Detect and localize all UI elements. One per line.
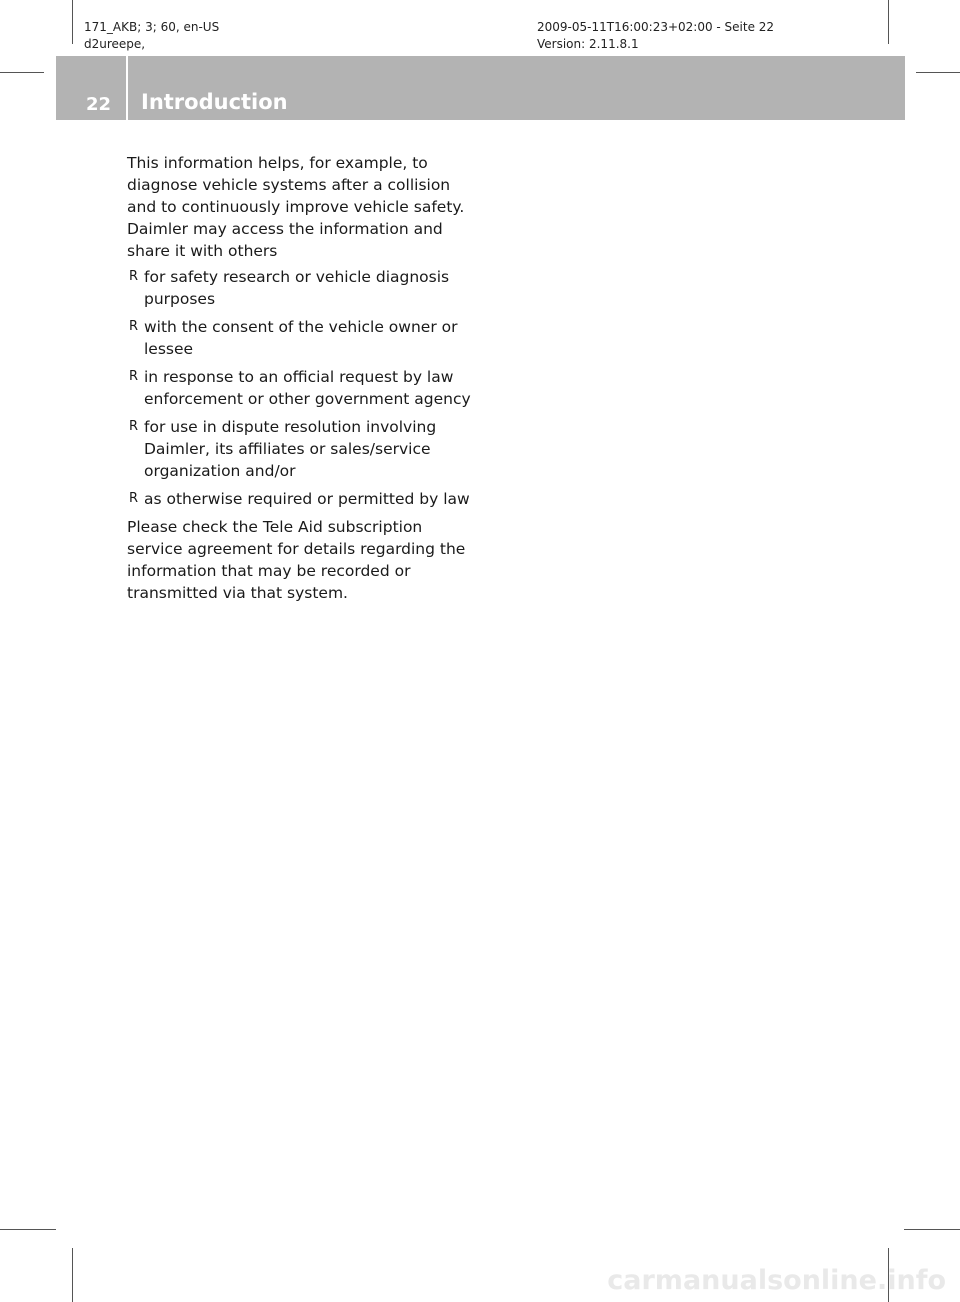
list-item	[127, 416, 472, 482]
print-meta-left-line1: 171_AKB; 3; 60, en-US	[84, 20, 220, 34]
list-item	[127, 366, 472, 410]
crop-mark	[72, 1248, 73, 1302]
print-meta-left	[84, 19, 219, 53]
list-item-text: for use in dispute resolution involving Daimler, its affiliates or sales/service organization and/or	[144, 418, 437, 480]
print-meta-right-line1: 2009-05-11T16:00:23+02:00 - Seite 22	[537, 20, 775, 34]
print-meta-right-line2: Version: 2.11.8.1	[537, 37, 639, 51]
bullet-icon: R	[129, 369, 139, 384]
bullet-icon: R	[129, 419, 139, 434]
crop-mark	[888, 0, 889, 44]
list-item-text: for safety research or vehicle diagnosis purposes	[144, 268, 450, 308]
bullet-icon: R	[129, 319, 139, 334]
crop-mark	[0, 72, 44, 73]
bullet-icon: R	[129, 269, 139, 284]
crop-mark	[72, 0, 73, 44]
list-item	[127, 266, 472, 310]
watermark: carmanualsonline.info	[607, 1265, 946, 1296]
header-divider	[126, 56, 128, 120]
print-meta-left-line2: d2ureepe,	[84, 37, 146, 51]
bullet-icon: R	[129, 491, 139, 506]
print-meta-right	[537, 19, 774, 53]
intro-paragraph: This information helps, for example, to diagnose vehicle systems after a collision and to continuously improve vehicle safety. Daimler may access the information and share it with others	[127, 154, 465, 260]
section-title: Introduction	[141, 90, 288, 114]
closing-paragraph: Please check the Tele Aid subscription service agreement for details regarding the information that may be recorded or transmitted via that system.	[127, 518, 466, 602]
body-text	[127, 152, 472, 608]
crop-mark	[916, 72, 960, 73]
list-item	[127, 316, 472, 360]
page-number: 22	[86, 94, 112, 115]
crop-mark	[0, 1229, 56, 1230]
list-item-text: with the consent of the vehicle owner or lessee	[144, 318, 458, 358]
list-item-text: in response to an official request by law enforcement or other government agency	[144, 368, 471, 408]
bullet-list	[127, 266, 472, 510]
list-item-text: as otherwise required or permitted by law	[144, 490, 470, 508]
crop-mark	[904, 1229, 960, 1230]
list-item	[127, 488, 472, 510]
